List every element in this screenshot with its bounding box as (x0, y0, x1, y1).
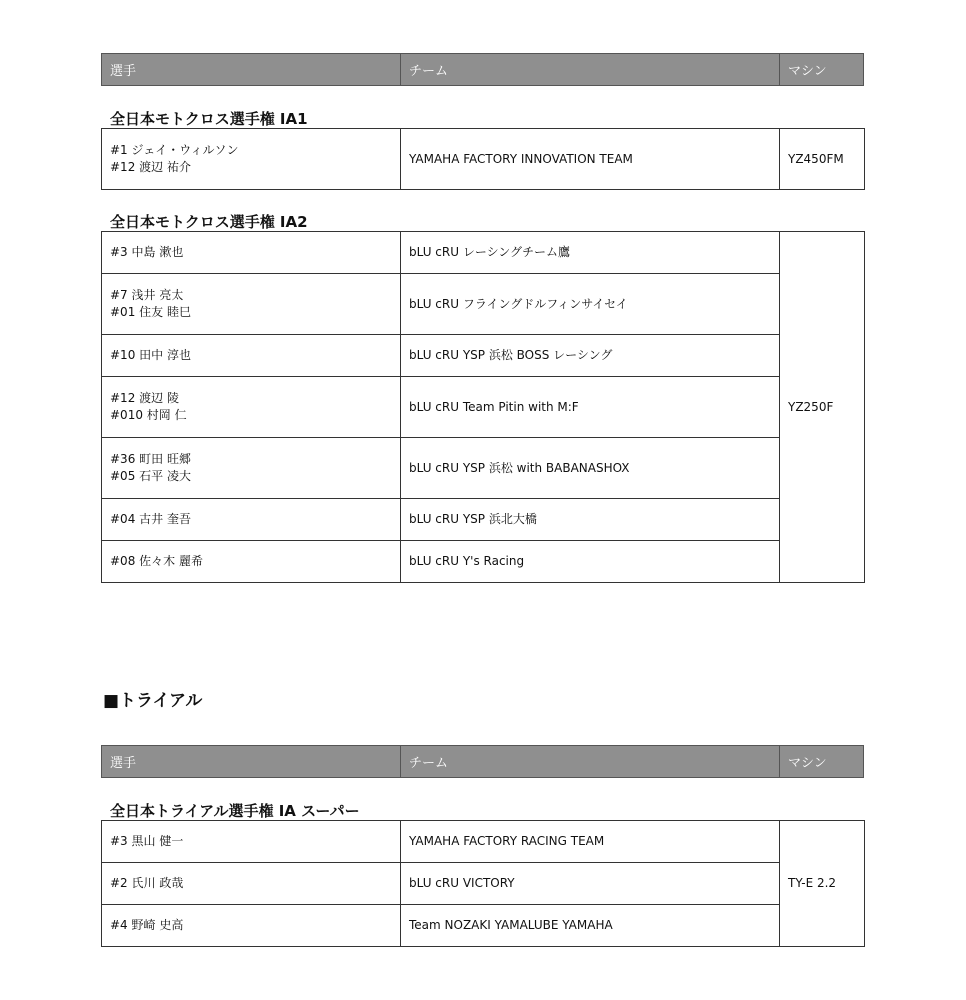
team-cell: Team NOZAKI YAMALUBE YAMAHA (401, 905, 780, 947)
table-row (102, 129, 865, 190)
team-cell: bLU cRU YSP 浜松 with BABANASHOX (401, 438, 780, 499)
rider-cell (102, 499, 401, 541)
table-row (102, 274, 865, 335)
rider-cell (102, 129, 401, 190)
table-row (102, 335, 865, 377)
header-team: チーム (401, 54, 780, 85)
rider-cell (102, 905, 401, 947)
rider-name: #3 中島 漱也 (110, 245, 184, 259)
rider-name: #1 ジェイ・ウィルソン (110, 143, 239, 157)
table-row (102, 541, 865, 583)
rider-cell (102, 232, 401, 274)
table-row (102, 499, 865, 541)
ia2-table (101, 231, 865, 583)
rider-name: #05 石平 凌大 (110, 469, 191, 483)
team-cell: bLU cRU VICTORY (401, 863, 780, 905)
team-cell: YAMAHA FACTORY INNOVATION TEAM (401, 129, 780, 190)
rider-name: #10 田中 淳也 (110, 348, 191, 362)
rider-name: #08 佐々木 麗希 (110, 554, 203, 568)
table-row (102, 232, 865, 274)
motocross-table-header (101, 53, 864, 86)
ia1-table (101, 128, 865, 190)
header-rider: 選手 (102, 54, 401, 85)
table-row (102, 863, 865, 905)
machine-cell: TY-E 2.2 (780, 821, 865, 947)
rider-name: #4 野崎 史高 (110, 918, 184, 932)
team-cell: bLU cRU Y's Racing (401, 541, 780, 583)
rider-name: #3 黒山 健一 (110, 834, 184, 848)
trial-table-header (101, 745, 864, 778)
ia-super-title: 全日本トライアル選手権 IA スーパー (110, 802, 360, 820)
team-cell: bLU cRU Team Pitin with M:F (401, 377, 780, 438)
rider-name: #01 住友 睦巳 (110, 305, 191, 319)
machine-cell: YZ450FM (780, 129, 865, 190)
rider-name: #12 渡辺 祐介 (110, 160, 191, 174)
table-row (102, 821, 865, 863)
team-cell: bLU cRU YSP 浜北大橋 (401, 499, 780, 541)
table-row (102, 438, 865, 499)
rider-name: #2 氏川 政哉 (110, 876, 184, 890)
rider-name: #7 浅井 亮太 (110, 288, 184, 302)
team-cell: bLU cRU フライングドルフィンサイセイ (401, 274, 780, 335)
ia1-title: 全日本モトクロス選手権 IA1 (110, 110, 308, 128)
team-cell: bLU cRU レーシングチーム鷹 (401, 232, 780, 274)
header-rider: 選手 (102, 746, 401, 777)
rider-cell (102, 438, 401, 499)
rider-cell (102, 274, 401, 335)
table-row (102, 905, 865, 947)
rider-cell (102, 541, 401, 583)
rider-cell (102, 821, 401, 863)
team-cell: YAMAHA FACTORY RACING TEAM (401, 821, 780, 863)
rider-name: #010 村岡 仁 (110, 408, 187, 422)
ia2-title: 全日本モトクロス選手権 IA2 (110, 213, 308, 231)
rider-name: #12 渡辺 陵 (110, 391, 179, 405)
rider-cell (102, 863, 401, 905)
rider-name: #04 古井 奎吾 (110, 512, 191, 526)
header-machine: マシン (788, 64, 827, 79)
machine-cell: YZ250F (780, 232, 865, 583)
rider-name: #36 町田 旺郷 (110, 452, 191, 466)
ia-super-table (101, 820, 865, 947)
table-row (102, 377, 865, 438)
rider-cell (102, 377, 401, 438)
team-cell: bLU cRU YSP 浜松 BOSS レーシング (401, 335, 780, 377)
trial-section-title: ■トライアル (103, 691, 203, 711)
header-machine: マシン (788, 756, 827, 771)
rider-cell (102, 335, 401, 377)
header-team: チーム (401, 746, 780, 777)
